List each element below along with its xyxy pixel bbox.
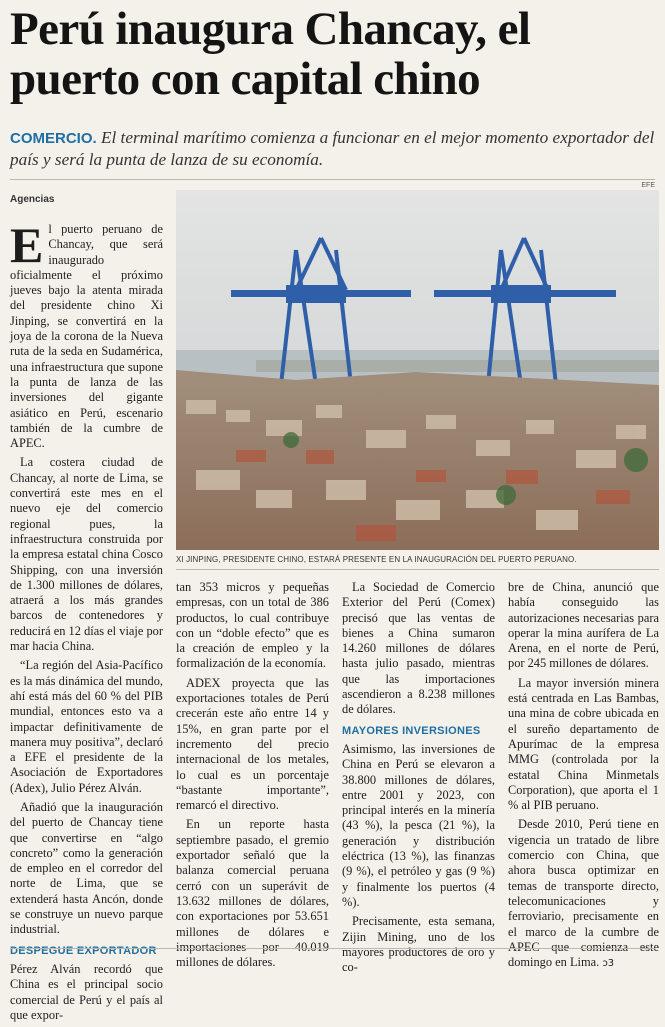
end-mark-icon: ↄ3	[602, 958, 615, 970]
drop-cap: E	[10, 217, 44, 273]
paragraph: “La región del Asia-Pacífico es la más dinámica del mundo, ahí está más del 60 % del PIB mundial, entonces esto va a impactar definitivamente de manera muy positiva”, declaró a EFE el presidente de la Asociación de Exportadores (Adex), Julio Pérez Alván.	[10, 658, 163, 795]
paragraph: El puerto peruano de Chancay, que será inaugurado oficialmente el próximo jueves bajo la atenta mirada del presidente chino Xi Jinping, se convertirá en la joya de la corona de la Nueva ruta de la seda en Sudamérica, una infraestructura que supone la punta de lanza de las inversiones del gigante asiático en Perú, escenario también de la cumbre de APEC.	[10, 217, 163, 451]
article-column-3	[342, 580, 495, 979]
deck-text: El terminal marítimo comienza a funcionar en el mejor momento exportador del país y será la punta de lanza de su economía.	[10, 128, 655, 169]
paragraph: Desde 2010, Perú tiene en vigencia un tratado de libre comercio con China, que ahora busca optimizar en temas de transporte directo, telecomunicaciones y ferroviario, precisamente en el marco de la cumbre de APEC que comienza este domingo en Lima. ↄ3	[508, 817, 659, 970]
paragraph: bre de China, anunció que había conseguido las autorizaciones necesarias para operar la mina aurífera de La Arena, en el norte de Perú, por 245 millones de dólares.	[508, 580, 659, 671]
subhead-inversiones: MAYORES INVERSIONES	[342, 724, 481, 737]
photo-caption: XI JINPING, PRESIDENTE CHINO, ESTARÁ PRESENTE EN LA INAUGURACIÓN DEL PUERTO PERUANO.	[176, 555, 577, 564]
subhead-despegue: DESPEGUE EXPORTADOR	[10, 944, 157, 957]
headline: Perú inaugura Chancay, el puerto con capital chino	[10, 3, 531, 105]
paragraph: ADEX proyecta que las exportaciones totales de Perú crecerán este año entre 14 y 15%, en gran parte por el incremento del precio internacional de los metales, lo cual es un porcentaje “bastante importante”, remarcó el directivo.	[176, 675, 329, 813]
caption-divider	[176, 569, 659, 570]
top-divider	[10, 179, 655, 180]
paragraph: Precisamente, esta semana, Zijin Mining, uno de los mayores productores de oro y co-	[342, 914, 495, 975]
byline: Agencias	[10, 194, 55, 205]
article-column-2	[176, 580, 329, 974]
paragraph: En un reporte hasta septiembre pasado, el gremio exportador señaló que la balanza comercial peruana cerró con un superávit de 13.632 millones de dólares, con exportaciones por 53.651 millones de dólares e importaciones por 40.019 millones de dólares.	[176, 817, 329, 970]
photo-credit: EFE	[641, 182, 655, 189]
port-photo	[176, 190, 659, 550]
paragraph: La costera ciudad de Chancay, al norte de Lima, se convertirá este mes en el nuevo eje del comercio regional pues, la infraestructura construida por la empresa estatal china Cosco Shipping, con una inversión de 1.300 millones de dólares, atraerá a los más grandes barcos de contenedores y reducirá en 12 días el viaje por mar hacia China.	[10, 455, 163, 654]
bottom-divider	[10, 948, 655, 949]
deck-kicker: COMERCIO.	[10, 130, 97, 147]
paragraph: Añadió que la inauguración del puerto de Chancay tiene que convertirse en “algo concreto” como la generación de empleo en el corredor del norte de Lima, que se extenderá hasta Ancón, donde se construye un nuevo parque industrial.	[10, 799, 163, 937]
paragraph: Pérez Alván recordó que China es el principal socio comercial de Perú y el país al que expor-	[10, 961, 163, 1022]
paragraph: La mayor inversión minera está centrada en Las Bambas, una mina de cobre ubicada en el sureño departamento de Apurímac de la empresa MMG (controlada por la estatal China Minmetals Corporation), que aporta el 1 % al PIB peruano.	[508, 675, 659, 813]
paragraph: Asimismo, las inversiones de China en Perú se elevaron a 38.800 millones de dólares, entre 2001 y 2023, con principal interés en la minería (43 %), la pesca (21 %), la generación y distribución eléctrica (13 %), las finanzas (9 %), el petróleo y gas (9 %) y finalmente los puertos (4 %).	[342, 741, 495, 909]
paragraph: tan 353 micros y pequeñas empresas, con un total de 386 productos, lo cual contribuye con un “doble efecto” que es la creación de empleo y la formalización de la economía.	[176, 580, 329, 671]
article-column-1	[10, 217, 163, 1027]
deck	[10, 127, 655, 170]
article-column-4	[508, 580, 659, 975]
paragraph: La Sociedad de Comercio Exterior del Perú (Comex) precisó que las ventas de bienes a China sumaron 14.260 millones de dólares hasta julio pasado, mientras que las importaciones ascendieron a 8.238 millones de dólares.	[342, 580, 495, 717]
